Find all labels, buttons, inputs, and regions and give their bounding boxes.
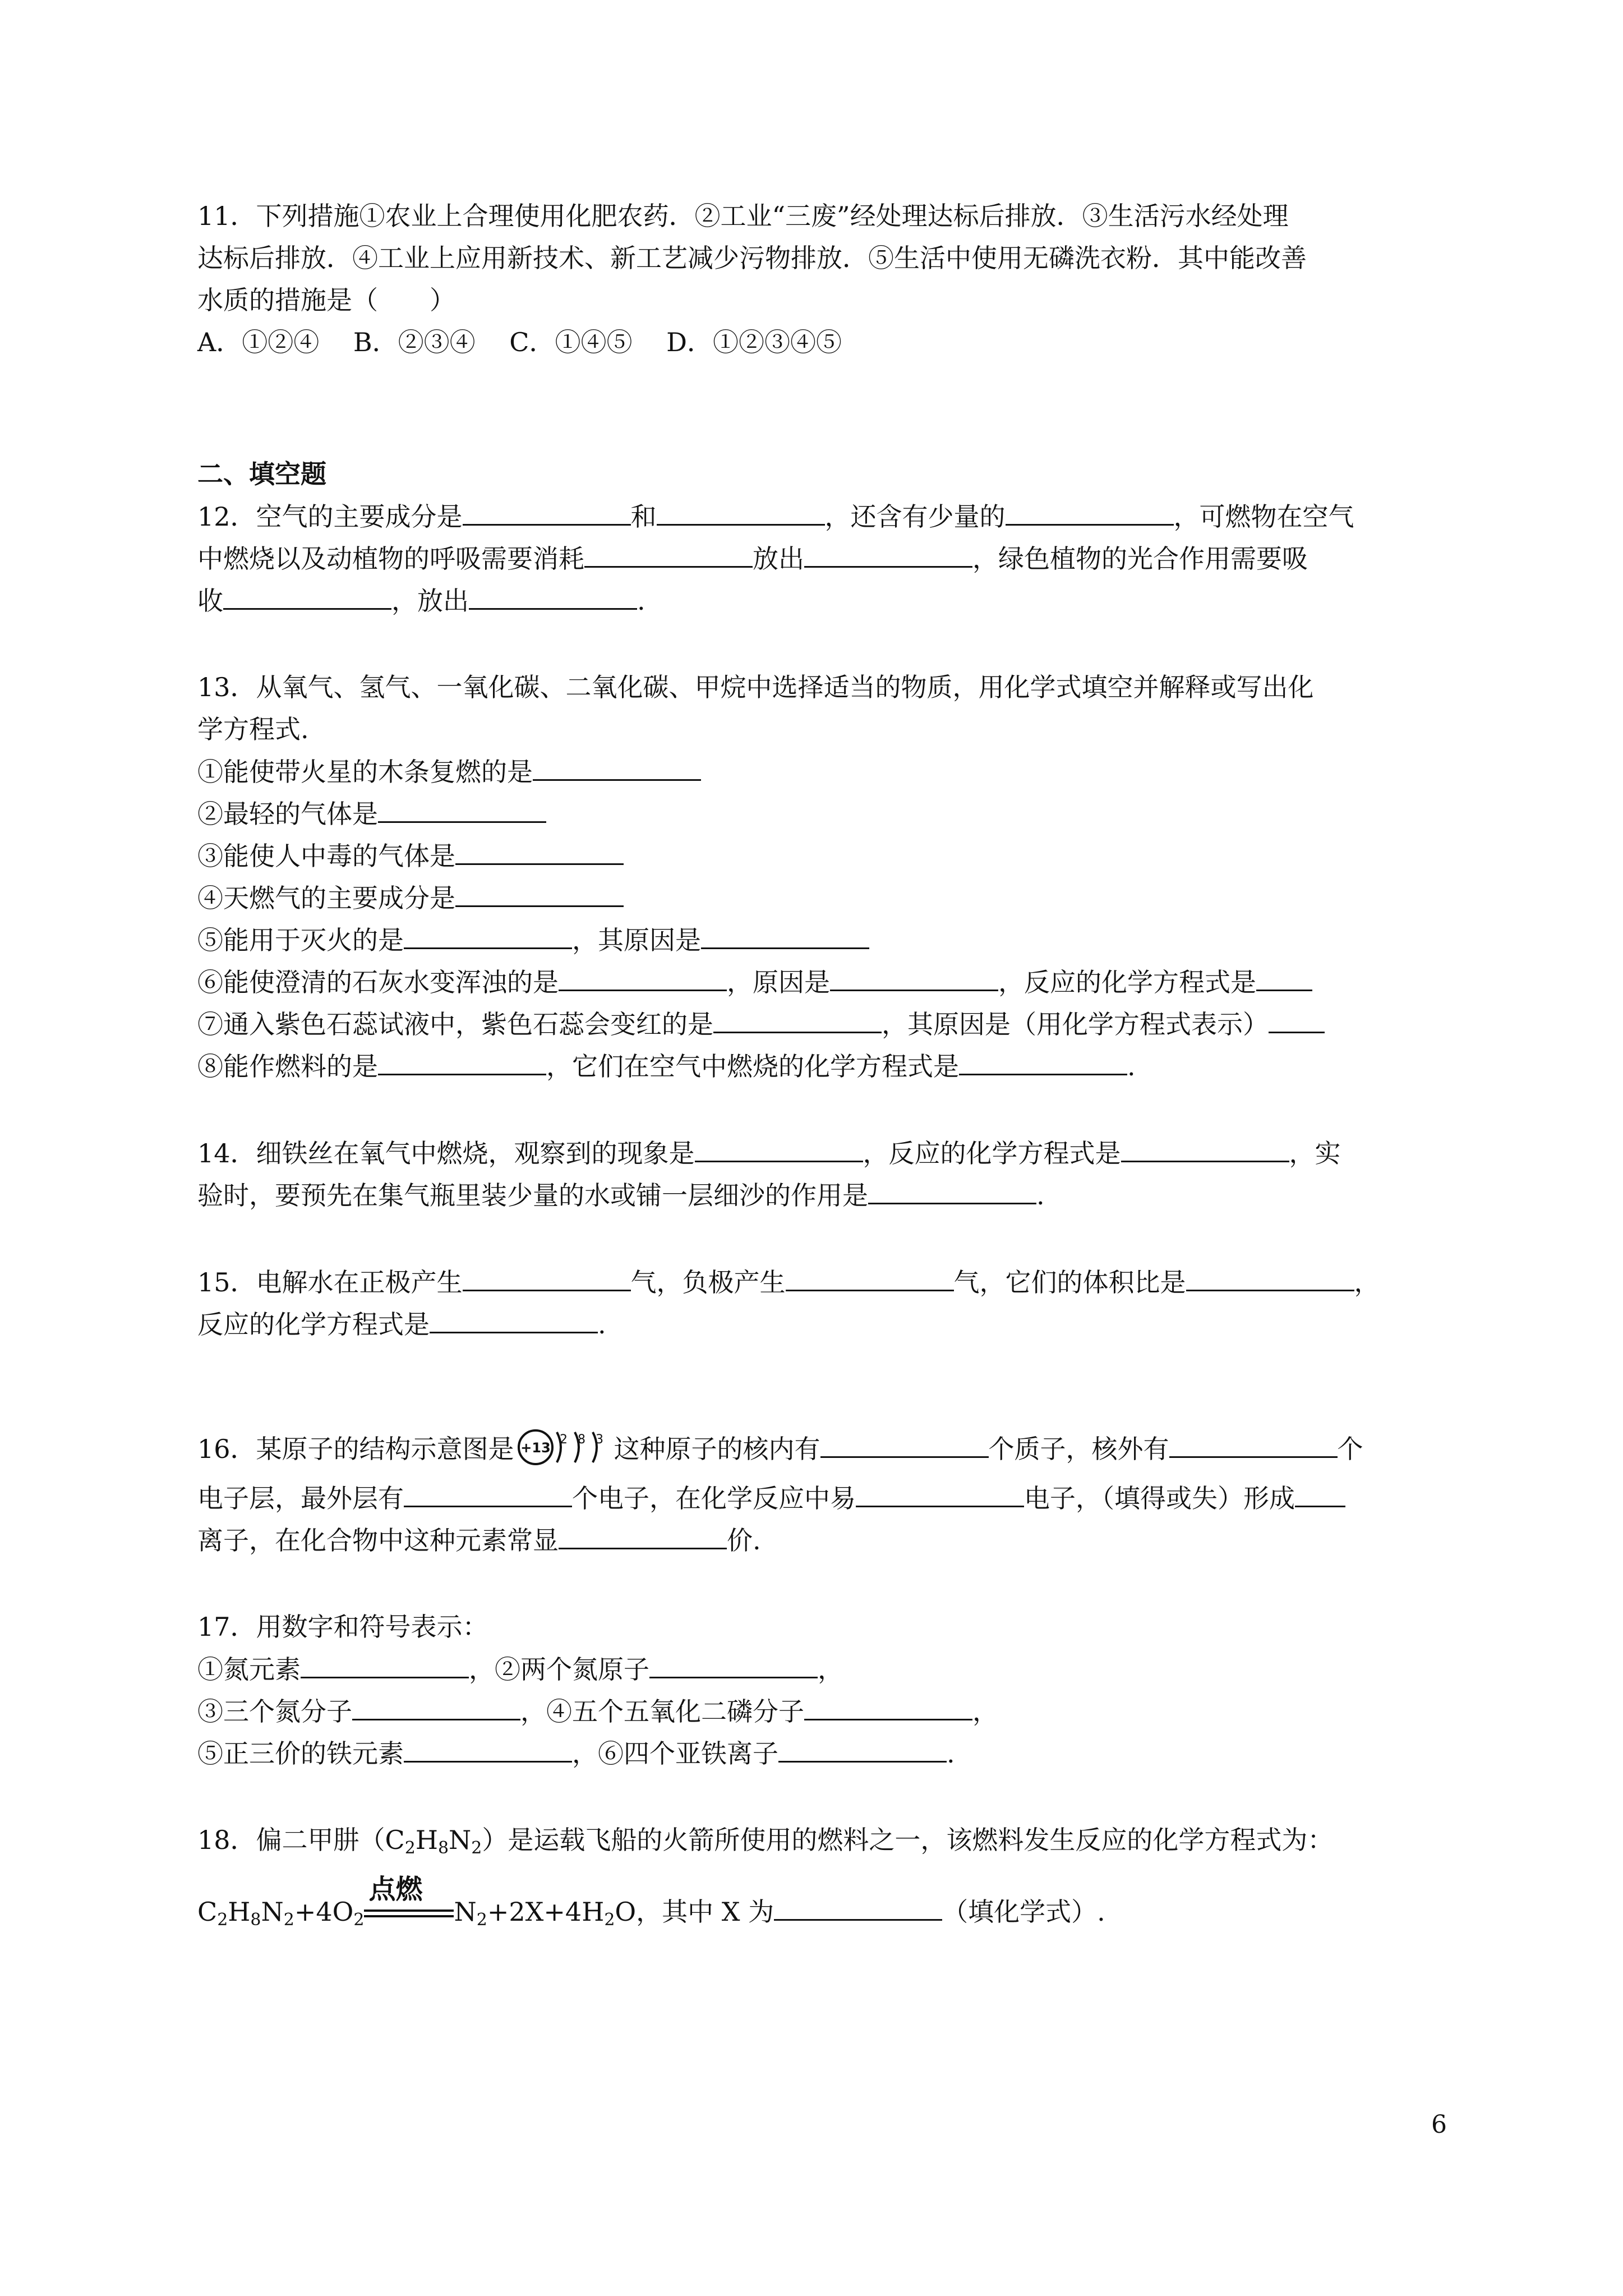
q13-item-2 <box>197 797 546 831</box>
q15-line-2 <box>197 1307 606 1341</box>
answer-blank[interactable] <box>378 797 546 823</box>
q13-line-1: 13．从氧气、氢气、一氧化碳、二氧化碳、甲烷中选择适当的物质，用化学式填空并解释或写出化 <box>197 672 1314 702</box>
formula-text: C <box>197 1897 218 1927</box>
formula-text: O，其中 X 为 <box>615 1897 774 1927</box>
q15-line-1 <box>197 1265 1380 1299</box>
q14-text: ，实 <box>1289 1138 1341 1168</box>
q16-text: 电子，（填得或失）形成 <box>1024 1483 1295 1513</box>
q15-text: . <box>598 1309 606 1340</box>
answer-blank[interactable] <box>1256 965 1312 991</box>
q18-text: H <box>415 1825 438 1855</box>
q14-line-2 <box>197 1178 1045 1212</box>
answer-blank[interactable] <box>649 1652 818 1678</box>
answer-blank[interactable] <box>455 839 624 865</box>
answer-blank[interactable] <box>559 1523 727 1549</box>
q17-line-2 <box>197 1694 998 1728</box>
answer-blank[interactable] <box>701 923 869 949</box>
q13-text: ⑦通入紫色石蕊试液中，紫色石蕊会变红的是 <box>197 1009 713 1039</box>
subscript: 2 <box>476 1910 487 1930</box>
q13-item-6 <box>197 965 1312 999</box>
answer-blank[interactable] <box>1186 1265 1354 1291</box>
q13-item-3 <box>197 839 624 873</box>
formula-text: （填化学式）. <box>942 1897 1105 1927</box>
answer-blank[interactable] <box>959 1049 1127 1075</box>
q17-text: ，⑥四个亚铁离子 <box>572 1738 778 1769</box>
q13-item-8 <box>197 1049 1136 1083</box>
q17-line-1 <box>197 1652 843 1686</box>
answer-blank[interactable] <box>786 1265 954 1291</box>
subscript: 2 <box>353 1910 365 1930</box>
q13-text: ①能使带火星的木条复燃的是 <box>197 757 533 787</box>
q17-text: . <box>947 1738 955 1769</box>
subscript: 2 <box>471 1838 482 1858</box>
page-number: 6 <box>1431 2110 1447 2139</box>
q12-text: 收 <box>197 586 223 616</box>
q13-item-1 <box>197 754 701 789</box>
q12-text: ，还含有少量的 <box>824 501 1006 532</box>
q13-item-7 <box>197 1007 1325 1041</box>
q13-text: ，反应的化学方程式是 <box>998 967 1256 997</box>
atom-diagram-icon <box>517 1428 612 1467</box>
q18-text: 18．偏二甲肼（C <box>197 1825 405 1855</box>
answer-blank[interactable] <box>1295 1481 1345 1507</box>
answer-blank[interactable] <box>1006 499 1174 526</box>
q17-text: ，②两个氮原子 <box>469 1654 649 1685</box>
answer-blank[interactable] <box>1121 1136 1289 1162</box>
q15-text: 气，它们的体积比是 <box>953 1267 1186 1297</box>
q18-text: ）是运载飞船的火箭所使用的燃料之一，该燃料发生反应的化学方程式为： <box>482 1825 1334 1855</box>
q12-text: ，绿色植物的光合作用需要吸 <box>972 544 1308 574</box>
q13-text: ，其原因是 <box>572 925 701 955</box>
answer-blank[interactable] <box>404 1481 572 1507</box>
reaction-condition <box>364 1874 454 1924</box>
q16-line-1 <box>197 1428 1363 1475</box>
q13-text: . <box>1127 1051 1136 1082</box>
q13-line-2: 学方程式. <box>197 714 309 744</box>
atom-nucleus-charge: +13 <box>520 1440 551 1456</box>
answer-blank[interactable] <box>868 1178 1036 1204</box>
answer-blank[interactable] <box>804 541 972 568</box>
answer-blank[interactable] <box>301 1652 469 1678</box>
q16-text: 价. <box>727 1525 761 1556</box>
answer-blank[interactable] <box>695 1136 863 1162</box>
q12-line-2 <box>197 541 1308 576</box>
q12-text: 放出 <box>753 544 804 574</box>
q12-text: ，放出 <box>391 586 469 616</box>
q13-text: ③能使人中毒的气体是 <box>197 841 455 871</box>
subscript: 2 <box>404 1838 416 1858</box>
q15-text: ， <box>1354 1267 1380 1297</box>
q13-text: ②最轻的气体是 <box>197 799 378 829</box>
answer-blank[interactable] <box>223 583 391 610</box>
formula-text: +4O <box>294 1897 354 1927</box>
answer-blank[interactable] <box>820 1432 989 1458</box>
q14-text: 验时，要预先在集气瓶里装少量的水或铺一层细沙的作用是 <box>197 1180 868 1211</box>
double-line-top <box>364 1910 454 1912</box>
q13-item-5 <box>197 923 869 957</box>
q12-text: 中燃烧以及动植物的呼吸需要消耗 <box>197 544 584 574</box>
q17-text: ， <box>972 1696 998 1727</box>
answer-blank[interactable] <box>1169 1432 1338 1458</box>
answer-blank[interactable] <box>430 1307 598 1333</box>
formula-text: N <box>261 1897 284 1927</box>
answer-blank[interactable] <box>778 1736 947 1763</box>
q11-options: A．①②④ B．②③④ C．①④⑤ D．①②③④⑤ <box>197 327 842 357</box>
q12-text: 和 <box>630 501 657 532</box>
q16-text: 个电子，在化学反应中易 <box>572 1483 856 1513</box>
q12-line-3 <box>197 583 645 618</box>
q13-text: ，它们在空气中燃烧的化学方程式是 <box>546 1051 959 1082</box>
answer-blank[interactable] <box>657 499 825 526</box>
subscript: 2 <box>217 1910 228 1930</box>
q12-text: . <box>637 586 645 616</box>
answer-blank[interactable] <box>1269 1007 1325 1033</box>
answer-blank[interactable] <box>774 1894 942 1921</box>
subscript: 2 <box>604 1910 615 1930</box>
q13-text: ④天燃气的主要成分是 <box>197 883 455 913</box>
q15-text: 气，负极产生 <box>630 1267 786 1297</box>
q15-text: 反应的化学方程式是 <box>197 1309 430 1340</box>
answer-blank[interactable] <box>804 1694 972 1720</box>
q17-line-0: 17．用数字和符号表示： <box>197 1612 488 1642</box>
q13-text: ⑥能使澄清的石灰水变浑浊的是 <box>197 967 559 997</box>
formula-text: +2X+4H <box>487 1897 605 1927</box>
q13-text: ，其原因是（用化学方程式表示） <box>882 1009 1269 1039</box>
q11-line-1: 11．下列措施①农业上合理使用化肥农药．②工业“三废”经处理达标后排放．③生活污水经处理 <box>197 201 1289 231</box>
q12-text: 12．空气的主要成分是 <box>197 501 463 532</box>
q15-text: 15．电解水在正极产生 <box>197 1267 463 1297</box>
condition-label: 点燃 <box>368 1874 423 1905</box>
subscript: 2 <box>283 1910 294 1930</box>
q16-text: 个 <box>1337 1434 1363 1464</box>
q16-line-3 <box>197 1523 761 1557</box>
answer-blank[interactable] <box>404 923 572 949</box>
q13-text: ，原因是 <box>727 967 830 997</box>
answer-blank[interactable] <box>713 1007 882 1033</box>
q18-equation-line <box>197 1874 1105 1937</box>
answer-blank[interactable] <box>830 965 998 991</box>
q16-text: 16．某原子的结构示意图是 <box>197 1434 514 1464</box>
q16-line-2 <box>197 1481 1345 1515</box>
q14-line-1 <box>197 1136 1341 1170</box>
answer-blank[interactable] <box>469 583 637 610</box>
q13-text: ⑤能用于灭火的是 <box>197 925 404 955</box>
answer-blank[interactable] <box>455 881 624 907</box>
answer-blank[interactable] <box>463 1265 631 1291</box>
q18-text: N <box>449 1825 472 1855</box>
formula-text: H <box>228 1897 251 1927</box>
answer-blank[interactable] <box>559 965 727 991</box>
q12-line-1 <box>197 499 1354 533</box>
q14-text: 14．细铁丝在氧气中燃烧，观察到的现象是 <box>197 1138 695 1168</box>
q16-text: 个质子，核外有 <box>988 1434 1169 1464</box>
subscript: 8 <box>250 1910 261 1930</box>
section-title: 二、填空题 <box>197 459 326 489</box>
q16-text: 这种原子的核内有 <box>614 1434 820 1464</box>
q13-item-4 <box>197 881 624 915</box>
q17-text: ，④五个五氧化二磷分子 <box>520 1696 804 1727</box>
q17-text: ⑤正三价的铁元素 <box>197 1738 404 1769</box>
q11-line-3: 水质的措施是（ ） <box>197 285 455 315</box>
formula-text: N <box>454 1897 477 1927</box>
q18-line-1 <box>197 1823 1333 1865</box>
answer-blank[interactable] <box>533 754 701 781</box>
q14-text: ，反应的化学方程式是 <box>863 1138 1121 1168</box>
q11-line-2: 达标后排放．④工业上应用新技术、新工艺减少污物排放．⑤生活中使用无磷洗衣粉．其中能改善 <box>197 243 1307 273</box>
atomic-structure-diagram <box>517 1428 612 1475</box>
answer-blank[interactable] <box>404 1736 572 1763</box>
answer-blank[interactable] <box>352 1694 520 1720</box>
double-line-bottom <box>364 1915 454 1917</box>
q14-text: . <box>1036 1180 1045 1211</box>
q17-text: ①氮元素 <box>197 1654 301 1685</box>
q17-line-3 <box>197 1736 955 1770</box>
q17-text: ③三个氮分子 <box>197 1696 352 1727</box>
shell-electron-count: 3 <box>595 1433 603 1447</box>
q13-text: ⑧能作燃料的是 <box>197 1051 378 1082</box>
answer-blank[interactable] <box>378 1049 546 1075</box>
q16-text: 电子层，最外层有 <box>197 1483 404 1513</box>
q17-text: ， <box>818 1654 843 1685</box>
subscript: 8 <box>437 1838 449 1858</box>
answer-blank[interactable] <box>856 1481 1024 1507</box>
shell-electron-count: 8 <box>577 1433 585 1447</box>
answer-blank[interactable] <box>463 499 631 526</box>
shell-electron-count: 2 <box>559 1433 568 1447</box>
q16-text: 离子，在化合物中这种元素常显 <box>197 1525 559 1556</box>
q12-text: ，可燃物在空气 <box>1173 501 1354 532</box>
answer-blank[interactable] <box>584 541 753 568</box>
